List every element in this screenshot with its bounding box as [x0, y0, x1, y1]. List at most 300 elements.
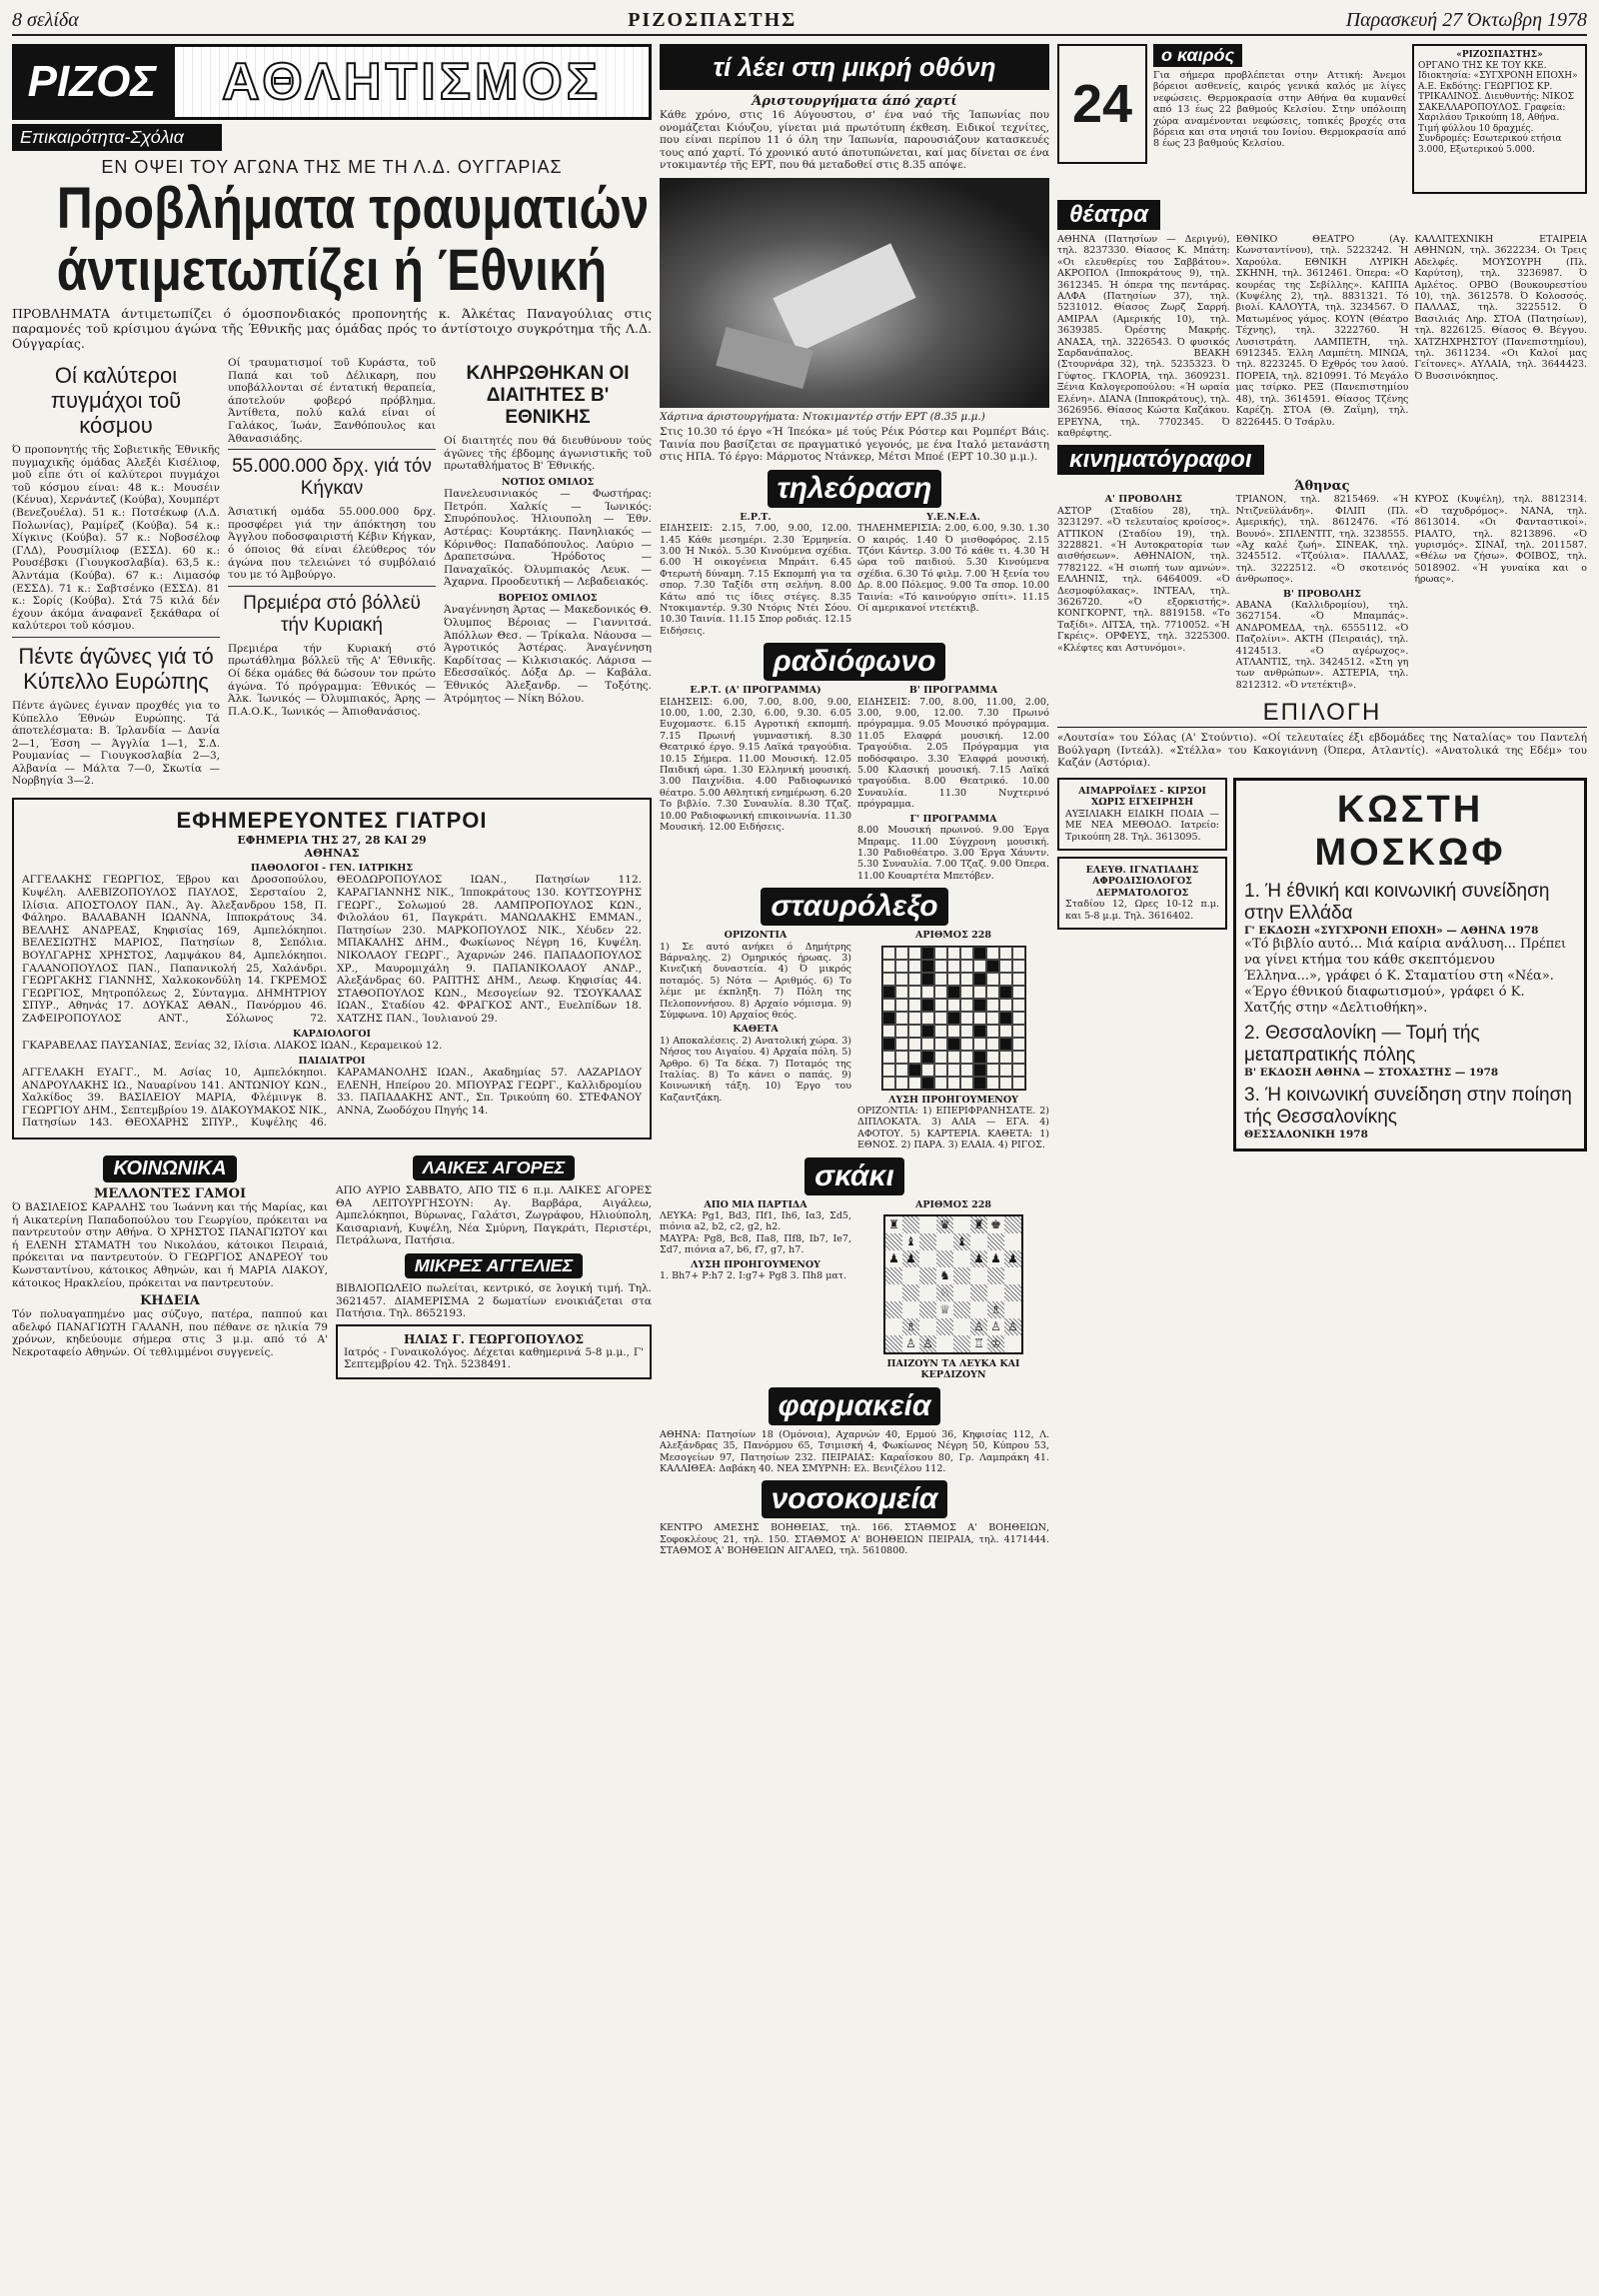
chess-square: [987, 1267, 1004, 1284]
chess-square: [885, 1301, 902, 1318]
lead-paragraph: ΠΡΟΒΛΗΜΑΤΑ άντιμετωπίζει ό όμοσπονδιακός προπονητής κ. Άλκέτας Παναγούλιας στις παραμονές τοῦ κρίσιμου άγώνα τῆς Έθνικῆς μας όμάδας πρός το άντίστοιχο συγκρότημα τῆς Λ.Δ. Ούγγαρίας.: [12, 306, 652, 351]
crossword-cell: [947, 973, 960, 986]
media-column: [660, 44, 1049, 1557]
crossword-cell: [908, 960, 921, 973]
kinonika-heading: ΚΟΙΝΩΝΙΚΑ: [103, 1155, 236, 1182]
radio-a-list: ΕΙΔΗΣΕΙΣ: 6.00, 7.00, 8.00, 9.00, 10.00, 1.00, 2.30, 6.00, 9.30. 6.05 Ευχομαστε. 6.15 Αγροτική εκπομπή. 7.15 Πρωινή γυμναστική. 8.30 Θεατρικό έργο. 9.15 Λαϊκά τραγούδια. 10.15 Σήμερα. 11.00 Μουσική. 12.05 Παιδική ώρα. 1.30 Ελληνική μουσική. 3.00 Παιχνίδια. 4.00 Ραδιοφωνικό θέατρο. 5.00 Αθλητική ενημέρωση. 6.20 Το βιβλίο. 7.30 Συναυλία. 8.30 Τζαζ. 10.00 Ραδιοφωνική επικοινωνία. 11.30 Μουσική. 12.00 Ειδήσεις.: [660, 696, 851, 834]
chess: [660, 1199, 1049, 1381]
rizos-logo: ΡΙΖΟΣ: [12, 44, 172, 120]
imprint-text: ΟΡΓΑΝΟ ΤΗΣ ΚΕ ΤΟΥ ΚΚΕ. Ιδιοκτησία: «ΣΥΓΧΡΟΝΗ ΕΠΟΧΗ» Α.Ε. Εκδότης: ΓΕΩΡΓΙΟΣ ΚΡ. ΤΡΙΚΑΛΙΝΟΣ. Διευθυντής: ΝΙΚΟΣ ΣΑΚΕΛΛΑΡΟΠΟΥΛΟΣ. Γραφεία: Χαριλάου Τρικούπη 18, Αθήνα. Τιμή φύλλου 10 δραχμές. Συνδρομές: Εσωτερικού ετήσια 3.000, Εξωτερικού 5.000.: [1418, 60, 1578, 155]
chess-square: ♛: [936, 1216, 953, 1233]
ad-dermatologist-specialty: ΑΦΡΟΔΙΣΙΟΛΟΓΟΣ ΔΕΡΜΑΤΟΛΟΓΟΣ: [1092, 876, 1192, 899]
yened-heading: Υ.Ε.Ν.Ε.Δ.: [926, 511, 980, 523]
book-1-title: 1. Ή έθνική και κοινωνική συνείδηση στην Ελλάδα: [1244, 881, 1550, 924]
book-1-edition: Γ' ΕΚΔΟΣΗ «ΣΥΓΧΡΟΝΗ ΕΠΟΧΗ» — ΑΘΗΝΑ 1978: [1244, 925, 1539, 937]
doctors-list-2: ΓΚΑΡΑΒΕΛΑΣ ΠΑΥΣΑΝΙΑΣ, Ξενίας 32, Ιλίσια. ΛΙΑΚΟΣ ΙΩΑΝ., Κεραμεικού 12.: [22, 1040, 443, 1052]
crossword-cell: [934, 999, 947, 1012]
headline-line-2: άντιμετωπίζει ή Έθνική: [56, 238, 608, 303]
chess-square: ♟: [888, 1250, 899, 1265]
crossword-cell: [921, 986, 934, 999]
sports-subcol-3: [444, 357, 652, 788]
crossword-cell: [973, 973, 986, 986]
chess-square: ♟: [902, 1250, 919, 1267]
chess-square: ♟: [970, 1250, 987, 1267]
chess-solution: 1. Βh7+ Ρ:h7 2. Ι:g7+ Ρg8 3. Πh8 ματ.: [660, 1270, 847, 1281]
crossword-cell: [947, 1038, 960, 1051]
book-2-edition: Β' ΕΚΔΟΣΗ ΑΘΗΝΑ — ΣΤΟΧΑΣΤΗΣ — 1978: [1244, 1067, 1499, 1079]
crossword-cell: [934, 973, 947, 986]
boxers-text: Ό προπονητής τῆς Σοβιετικῆς Έθνικῆς πυγμαχικῆς όμάδας Άλεξέι Κισέλιοφ, μοῦ εἶπε ότι οί καλύτεροι πυγμάχοι τοῦ κόσμου είναι: 48 κ.: Μουσέιν (Κένυα), Χερνάντεζ (Κούβα), Χουμπέρτ (Βενεζουέλα). 51 κ.: Ποτσέκωφ (Λ.Δ. Πολωνίας), Ραμίρεζ (Κούβα). 54 κ.: Χίγκινς (Κούβα). 57 κ.: Νοβοσέλοφ (ΓΛΔ), Ρουσμίλιοφ (ΕΣΣΔ). 60 κ.: Ρουσέβσκι (Γιουγκοσλαβία). 63,5 κ.: Άλντάμα (Κούβα). 67 κ.: Λιμασόφ (ΕΣΣΔ). 71 κ.: Σαβτσένκο (ΕΣΣΔ). 81 κ.: Σορίς (Κούβα). Στά 75 κιλά δέν έχουν άκόμα άναφανεῖ ξεκάθαρα οί καλύτεροι τοῦ κόσμου.: [12, 444, 220, 633]
chess-square: [936, 1250, 953, 1267]
chess-square: [1004, 1301, 1021, 1318]
chess-square: [953, 1250, 970, 1267]
sports-section-title: ΑΘΛΗΤΙΣΜΟΣ: [172, 44, 652, 120]
crossword-cell: [882, 1051, 895, 1064]
crossword-cell: [999, 986, 1012, 999]
radio-a-heading: Ε.Ρ.Τ. (Α' ΠΡΟΓΡΑΜΜΑ): [690, 685, 821, 697]
crossword-cell: [973, 1077, 986, 1090]
crossword-cell: [947, 1077, 960, 1090]
crossword-cell: [947, 1025, 960, 1038]
crossword-number: ΑΡΙΘΜΟΣ 228: [915, 930, 991, 942]
bottom-ads-area: [12, 1149, 652, 1379]
crossword-cell: [999, 1038, 1012, 1051]
crossword-cell: [895, 1051, 908, 1064]
crossword-cell: [908, 999, 921, 1012]
selection-heading: ΕΠΙΛΟΓΗ: [1057, 699, 1587, 728]
hospitals-text: ΚΕΝΤΡΟ ΑΜΕΣΗΣ ΒΟΗΘΕΙΑΣ, τηλ. 166. ΣΤΑΘΜΟΣ Α' ΒΟΗΘΕΙΩΝ, Σοφοκλέους 21, τηλ. 150. ΣΤΑΘΜΟΣ Α' ΒΟΗΘΕΙΩΝ ΠΕΙΡΑΙΑ, τηλ. 4171444. ΣΤΑΘΜΟΣ Α' ΒΟΗΘΕΙΩΝ ΑΙΓΑΛΕΩ, τηλ. 5610800.: [660, 1522, 1049, 1557]
crossword-cell: [921, 960, 934, 973]
theatres-heading: θέατρα: [1057, 200, 1160, 230]
chess-white: ΛΕΥΚΑ: Ρg1, Βd3, Πf1, Ιh6, Ια3, Σd5, πιόνια a2, b2, c2, g2, h2.: [660, 1209, 851, 1233]
crossword-cell: [908, 1051, 921, 1064]
crossword-cell: [908, 1077, 921, 1090]
radio-b-list: ΕΙΔΗΣΕΙΣ: 7.00, 8.00, 11.00, 2.00, 3.00, 9.00, 12.00. 7.30 Πρωινό πρόγραμμα. 9.05 Μουσικό πρόγραμμα. 11.05 Ελαφρά μουσική. 12.00 Τραγούδια. 2.05 Πρόγραμμα για ποδόσφαιρο. 3.30 Έλαφρά μουσική. 5.00 Κλασική μουσική. 7.15 Λαϊκά τραγούδια. 8.00 Θεατρικό. 10.00 Συναυλία. 11.30 Νυχτερινό πρόγραμμα.: [857, 696, 1049, 811]
crossword-cell: [986, 1077, 999, 1090]
chess-square: ♞: [939, 1267, 950, 1282]
doctors-subtitle: ΕΦΗΜΕΡΙΑ ΤΗΣ 27, 28 ΚΑΙ 29: [237, 834, 427, 848]
crossword-cell: [973, 1051, 986, 1064]
crossword-grid: [881, 946, 1026, 1091]
chess-task: ΠΑΙΖΟΥΝ ΤΑ ΛΕΥΚΑ ΚΑΙ ΚΕΡΔΙΖΟΥΝ: [886, 1357, 1020, 1381]
crossword-cell: [986, 1025, 999, 1038]
chess-square: [902, 1301, 919, 1318]
book-3-edition: ΘΕΣΣΑΛΟΝΙΚΗ 1978: [1244, 1129, 1368, 1141]
crossword: [660, 930, 1049, 1150]
tv-photo-caption: Χάρτινα άριστουργήματα: Ντοκιμαντέρ στήν ΕΡΤ (8.35 μ.μ.): [660, 410, 985, 423]
listings-column: [1057, 44, 1587, 1151]
crossword-cell: [947, 1051, 960, 1064]
chess-black: ΜΑΥΡΑ: Ρg8, Βc8, Πa8, Πf8, Ιb7, Ιe7, Σd7, πιόνια a7, b6, f7, g7, h7.: [660, 1232, 851, 1256]
crossword-cell: [895, 1025, 908, 1038]
chess-square: ♚: [990, 1216, 1001, 1231]
radio-c-heading: Γ' ΠΡΟΓΡΑΜΜΑ: [909, 813, 997, 825]
radio-heading: ραδιόφωνο: [764, 643, 946, 681]
crossword-cell: [1012, 1051, 1025, 1064]
chess-square: [902, 1216, 919, 1233]
headline-line-1: Προβλήματα τραυματιών: [56, 176, 650, 241]
injuries-text: Οί τραυματισμοί τοῦ Κυράστα, τοῦ Παπά και τοῦ Δέλικαρη, που υποβάλλονται σέ έντατική θεραπεία, άποτελούν φοβερό πρόβλημα. Άντίθετα, πολύ καλά είναι οί Γαλάκος, Ίωάν, Ξανθόπουλος και Άθανασιάδης.: [228, 357, 436, 445]
pharmacies-heading: φαρμακεία: [769, 1387, 941, 1425]
chess-square: [885, 1318, 902, 1335]
ad-doctor-1-text: Ιατρός - Γυναικολόγος. Δέχεται καθημερινά 5-8 μ.μ., Γ' Σεπτεμβρίου 42. Τηλ. 5238491.: [344, 1345, 644, 1371]
ad-dermatologist-name: ΕΛΕΥΘ. ΙΓΝΑΤΙΑΔΗΣ: [1085, 865, 1199, 877]
cinema-city: Άθηνας: [1294, 479, 1350, 495]
doctors-list-3: ΑΓΓΕΛΑΚΗ ΕΥΑΓΓ., Μ. Ασίας 10, Αμπελόκηποι. ΑΝΔΡΟΥΛΑΚΗΣ ΙΩ., Ναυαρίνου 141. ΑΝΤΩΝΙΟΥ ΚΩΝ., Χαλκίδος 39. ΒΑΣΙΛΕΙΟΥ ΜΑΡΙΑ, Φλέμινγκ 8. ΓΕΩΡΓΙΟΥ ΔΗΜ., Σεπτεμβρίου 19. ΔΙΑΚΟΥΜΑΚΟΣ ΝΙΚ., Πατησίων 143. ΘΕΟΧΑΡΗΣ ΣΠΥΡ., Κυψέλης 46. ΚΑΡΑΜΑΝΟΛΗΣ ΙΩΑΝ., Ακαδημίας 57. ΛΑΖΑΡΙΔΟΥ ΕΛΕΝΗ, Ηπείρου 20. ΜΠΟΥΡΑΣ ΓΕΩΡΓ., Καλλιδρομίου 33. ΠΑΠΑΔΑΚΗΣ ΑΝΤ., Σπ. Τρικούπη 60. ΣΤΕΦΑΝΟΥ ΑΝΝΑ, Ζωοδόχου Πηγής 14.: [22, 1067, 642, 1130]
chess-square: [1004, 1284, 1021, 1301]
crossword-cell: [908, 947, 921, 960]
ad-varicose: [1057, 778, 1227, 851]
doctors-box: [12, 798, 652, 1140]
chess-square: [936, 1233, 953, 1250]
crossword-cell: [908, 973, 921, 986]
book-1-quote: «Τό βιβλίο αυτό... Μιά καίρια ανάλυση... Πρέπει να γίνει κτήμα του κάθε σκεπτόμενου Έλληνα...», γράφει ό Κ. Σταματίου στη «Νέα». «Έργο έθνικού διαφωτισμού», γράφει ό Κ. Χατζής στην «Δελτιοθήκη».: [1244, 937, 1567, 1016]
crossword-solution-heading: ΛΥΣΗ ΠΡΟΗΓΟΥΜΕΝΟΥ: [888, 1094, 1018, 1106]
crossword-cell: [999, 1012, 1012, 1025]
theatres-col-2: ΕΘΝΙΚΟ ΘΕΑΤΡΟ (Αγ. Κωνσταντίνου), τηλ. 5223242. Ή Χαρούλα. ΕΘΝΙΚΗ ΛΥΡΙΚΗ ΣΚΗΝΗ, τηλ. 3612461. Όπερα: «Ό κουρέας της Σεβίλλης». ΚΑΠΠΑ (Κυψέλης 2), τηλ. 8831321. Τό βιολί. ΚΑΛΟΥΤΑ, τηλ. 3234567. Ό Ματωμένος γάμος. ΚΟΥΝ (Θέατρο Τέχνης), τηλ. 3222760. Ή Λυσιστράτη. ΛΑΜΠΕΤΗ, τηλ. 6912345. Έλλη Λαμπέτη. ΜΙΝΩΑ, τηλ. 8223245. Ό Εχθρός του λαού. ΠΟΡΕΙΑ, τηλ. 8210991. Τό Μεγάλο μας τσίρκο. ΡΕΞ (Πανεπιστημίου 48), τηλ. 3614591. Θίασος Τζένης Καρέζη. ΣΤΟΑ (Θ. Ζαΐμη), τηλ. 8226445. Ό Τσάρλυ.: [1235, 234, 1409, 428]
crossword-cell: [895, 960, 908, 973]
ad-doctor-1-name: ΗΛΙΑΣ Γ. ΓΕΩΡΓΟΠΟΥΛΟΣ: [403, 1331, 585, 1346]
crossword-cell: [882, 960, 895, 973]
sports-subcol-1: [12, 357, 220, 788]
chess-square: ♜: [970, 1216, 987, 1233]
chess-square: [953, 1284, 970, 1301]
crossword-cell: [895, 1064, 908, 1077]
chess-board: [883, 1214, 1023, 1354]
cinema-listings: [1057, 494, 1587, 691]
crossword-cell: [1012, 960, 1025, 973]
crossword-cell: [960, 1064, 973, 1077]
doctors-city: ΑΘΗΝΑΣ: [304, 847, 360, 861]
crossword-cell: [921, 1025, 934, 1038]
crossword-cell: [986, 1038, 999, 1051]
chess-square: [1004, 1335, 1021, 1352]
crossword-cell: [999, 999, 1012, 1012]
crossword-cell: [895, 1012, 908, 1025]
crossword-cell: [960, 1012, 973, 1025]
chess-square: ♟: [1004, 1250, 1021, 1267]
crossword-across-heading: ΟΡΙΖΟΝΤΙΑ: [724, 930, 788, 942]
chess-number: ΑΡΙΘΜΟΣ 228: [915, 1198, 991, 1210]
chess-square: [885, 1233, 902, 1250]
chess-square: [919, 1233, 936, 1250]
crossword-cell: [882, 1025, 895, 1038]
chess-square: ♜: [888, 1216, 899, 1231]
ad-varicose-text: ΑΥΞΙΛΙΑΚΗ ΕΙΔΙΚΗ ΠΟΔΙΑ — ΜΕ ΝΕΑ ΜΕΘΟΔΟ. Ιατρείο: Τρικούπη 28. Τηλ. 3613095.: [1065, 808, 1219, 843]
crossword-cell: [973, 1064, 986, 1077]
cinema-first-run-heading: Α' ΠΡΟΒΟΛΗΣ: [1104, 494, 1183, 506]
chess-square: ♗: [902, 1318, 919, 1335]
crossword-cell: [921, 999, 934, 1012]
crossword-cell: [1012, 999, 1025, 1012]
ad-doctor-1: [336, 1324, 652, 1379]
crossword-cell: [895, 973, 908, 986]
book-3-title: 3. Ή κοινωνική συνείδηση στην ποίηση τής Θεσσαλονίκης: [1244, 1085, 1572, 1128]
crossword-cell: [960, 1025, 973, 1038]
chess-square: ♔: [987, 1335, 1004, 1352]
doctors-cat-1: ΠΑΘΟΛΟΓΟΙ - ΓΕΝ. ΙΑΤΡΙΚΗΣ: [250, 863, 414, 875]
keegan-heading: 55.000.000 δρχ. γιά τόν Κήγκαν: [232, 456, 432, 500]
crossword-cell: [986, 1012, 999, 1025]
chess-square: [970, 1233, 987, 1250]
chess-square: [902, 1267, 919, 1284]
chess-square: ♙: [1004, 1318, 1021, 1335]
kinonika-section: [12, 1149, 328, 1379]
pharmacies-text: ΑΘΗΝΑ: Πατησίων 18 (Ομόνοια), Αχαρνών 40, Ερμού 36, Κηφισίας 112, Λ. Αλεξάνδρας 35, Πανόρμου 65, Τσιμισκή 4, Φωκίωνος Νέγρη 50, Κύπρου 53, Μεσογείων 97, Πατησίων 232. ΠΕΙΡΑΙΑΣ: Καραΐσκου 80, Γρ. Λαμπράκη 41. ΚΑΛΛΙΘΕΑ: Δαβάκη 40. ΝΕΑ ΣΜΥΡΝΗ: Ελ. Βενιζέλου 112.: [660, 1428, 1049, 1474]
crossword-cell: [882, 1038, 895, 1051]
classifieds-section: [336, 1149, 652, 1379]
weather-badge: 24: [1057, 44, 1147, 164]
chess-square: [1004, 1216, 1021, 1233]
crossword-cell: [895, 986, 908, 999]
crossword-cell: [999, 973, 1012, 986]
crossword-cell: [960, 986, 973, 999]
crossword-cell: [999, 1064, 1012, 1077]
crossword-cell: [1012, 1025, 1025, 1038]
crossword-cell: [934, 947, 947, 960]
imprint-box: [1412, 44, 1587, 194]
crossword-cell: [960, 999, 973, 1012]
crossword-cell: [986, 999, 999, 1012]
crossword-cell: [986, 973, 999, 986]
crossword-cell: [882, 986, 895, 999]
cinema-col-4: ΑΒΑΝΑ (Καλλιδρομίου), τηλ. 3627154. «Ό Μπαμπάς». ΑΝΔΡΟΜΕΔΑ, τηλ. 6555112. «Ό Παζολίνι». ΑΚΤΗ (Πειραιάς), τηλ. 4124513. «Ό αγέρωχος». ΑΤΛΑΝΤΙΣ, τηλ. 3424512. «Στη γη των ανθρώπων». ΑΣΤΕΡΙΑ, τηλ. 8212312. «Ό ντετέκτιβ».: [1235, 599, 1409, 691]
volley-text: Πρεμιέρα τήν Κυριακή στό πρωτάθλημα βόλλεϋ τῆς Α' Έθνικῆς. Οί δέκα ομάδες θά δώσουν τον πρώτο άγώνα. Τό πρόγραμμα: Έθνικός — Άλκ. Ίωνικός — Όλυμπιακός, Άρης — Π.Α.Ο.Κ., Ίωνικός — Άπιοθανάσιος.: [228, 642, 436, 718]
crossword-cell: [921, 1038, 934, 1051]
crossword-cell: [1012, 1064, 1025, 1077]
chess-square: [953, 1301, 970, 1318]
crossword-cell: [1012, 1012, 1025, 1025]
sports-column: [12, 44, 652, 1379]
crossword-cell: [973, 1038, 986, 1051]
tv-banner: τί λέει στη μικρή οθόνη: [660, 44, 1049, 90]
crossword-cell: [1012, 1038, 1025, 1051]
crossword-cell: [986, 986, 999, 999]
crossword-cell: [934, 1025, 947, 1038]
crossword-heading: σταυρόλεξο: [761, 888, 947, 926]
chess-square: ♙: [990, 1318, 1001, 1333]
chess-square: [919, 1267, 936, 1284]
chess-square: ♙: [919, 1335, 936, 1352]
north-group-heading: ΒΟΡΕΙΟΣ ΟΜΙΛΟΣ: [498, 592, 598, 604]
crossword-cell: [947, 960, 960, 973]
euro-cup-heading: Πέντε άγῶνες γιά τό Κύπελλο Ευρώπης: [18, 643, 214, 694]
cinema-col-1: ΑΣΤΟΡ (Σταδίου 28), τηλ. 3231297. «Ό τελευταίος κροίσος». ΑΤΤΙΚΟΝ (Σταδίου 19), τηλ. 3228821. «Ή Αυτοκρατορία των αισθήσεων». ΑΘΗΝΑΙΟΝ, τηλ. 7782122. «Ή σιωπή των αμνών». ΕΛΛΗΝΙΣ, τηλ. 6464009. «Ό Δεσμοφύλακας». ΙΝΤΕΑΛ, τηλ. 3626720. «Ό εξορκιστής». ΚΟΝΓΚΟΡΝΤ, τηλ. 8819158. «Το Ταξίδι». ΛΙΤΣΑ, τηλ. 7710052. «Ή Γκρέις». ΟΡΦΕΥΣ, τηλ. 3225300. «Κλέφτες και Αστυνόμοι».: [1057, 505, 1230, 654]
crossword-cell: [908, 1038, 921, 1051]
tv-schedule-heading: τηλεόραση: [768, 470, 942, 508]
crossword-cell: [921, 1064, 934, 1077]
crossword-cell: [934, 1038, 947, 1051]
page-number: 8 σελίδα: [12, 8, 79, 31]
crossword-cell: [960, 960, 973, 973]
chess-square: [953, 1335, 970, 1352]
crossword-cell: [921, 1051, 934, 1064]
crossword-cell: [947, 999, 960, 1012]
ert-heading: Ε.Ρ.Τ.: [740, 511, 772, 523]
chess-square: [919, 1301, 936, 1318]
chess-square: [919, 1216, 936, 1233]
crossword-cell: [895, 1077, 908, 1090]
euro-cup-text: Πέντε άγῶνες έγιναν προχθές για το Κύπελλο Έθνών Ευρώπης. Τά άποτελέσματα: Β. Ίρλανδία — Δανία 2—1, Έσση — Άγγλία 1—1, Σ.Δ. Ρουμανίας — Γιουγκοσλαβία 2—3, Αλβανία — Μάλτα 7—0, Σκωτία — Νορβηγία 3—2.: [12, 699, 220, 788]
chess-square: ♝: [905, 1233, 916, 1248]
weather-title: ο καιρός: [1153, 44, 1242, 67]
chess-square: [885, 1267, 902, 1284]
crossword-cell: [947, 1012, 960, 1025]
theatres-col-3: ΚΑΛΛΙΤΕΧΝΙΚΗ ΕΤΑΙΡΕΙΑ ΑΘΗΝΩΝ, τηλ. 3622234. Οι Τρεις Αδελφές. ΜΟΥΣΟΥΡΗ (Πλ. Καρύτση), τηλ. 3236987. Ό Αμλέτος. ΟΡΒΟ (Βουκουρεστίου 10), τηλ. 3612578. Ό Κολοσσός. ΠΑΛΛΑΣ, τηλ. 3225512. Ό Βασιλιάς Ληρ. ΣΤΟΑ (Πατησίων), τηλ. 8226125. Θίασος Θ. Βέγγου. ΧΑΤΖΗΧΡΗΣΤΟΥ (Πανεπιστημίου), τηλ. 3611234. «Οι Καλοί μας Γείτονες». ΑΥΛΑΙΑ, τηλ. 3644423. Ό Βυσσινόκηπος.: [1414, 234, 1587, 382]
masthead: ΡΙΖΟΣΠΑΣΤΗΣ: [628, 8, 798, 31]
crossword-cell: [934, 1051, 947, 1064]
tv-quote-heading: Άριστουργήματα άπό χαρτί: [752, 94, 957, 109]
yened-list: ΤΗΛΕΗΜΕΡΙΣΙΑ: 2.00, 6.00, 9.30. 1.30 Ο καιρός. 1.40 Ό μισθοφόρος. 2.15 Τζόνι Κάντερ. 3.00 Τό κάθε τι. 4.30 Ή ώρα τοῦ παιδιού. 5.30 Κινούμενα σχέδια. 6.30 Τό φιλμ. 7.00 Ή ξενία του Δρ. 8.00 Πόλεμος. 9.00 Τα σπορ. 10.00 Ταινία: «Τό καινούργιο σπίτι». 11.15 Οί αμερικανοί ντετέκτιβ.: [857, 523, 1049, 614]
crossword-cell: [947, 1064, 960, 1077]
crossword-cell: [882, 1012, 895, 1025]
theatres-col-1: ΑΘΗΝΑ (Πατησίων — Δεριγνύ), τηλ. 8237330. Θίασος Κ. Μπάτη: «Οι ελευθερίες του Σαββάτου». ΑΚΡΟΠΟΛ (Ιπποκράτους 9), τηλ. 3612345. Ή όπερα της πεντάρας. ΑΛΦΑ (Πατησίων 37), τηλ. 5231012. Θίασος Ζωρζ Σαρρή. ΑΜΙΡΑΛ (Αμερικής 10), τηλ. 3639385. Όρέστης Μακρής. ΑΝΑΣΑ, τηλ. 3226543. Ό φυσικός Σαρδανάπαλος. ΒΕΑΚΗ (Στουρνάρα 32), τηλ. 5235323. Ό Γύφτος. ΓΚΛΟΡΙΑ, τηλ. 3609231. Ξένια Καλογεροπούλου: «Ή ωραία Ελένη». ΔΙΑΝΑ (Ιπποκράτους), τηλ. 3626956. Θίασος Κώστα Καζάκου. ΕΡΕΥΝΑ, τηλ. 7702345. Ό καθρέφτης.: [1057, 234, 1230, 439]
tv-schedule: [660, 512, 1049, 637]
theatres-listings: [1057, 234, 1587, 439]
crossword-cell: [934, 1064, 947, 1077]
weddings-text: Ό ΒΑΣΙΛΕΙΟΣ ΚΑΡΑΛΗΣ του Ίωάννη και τής Μαρίας, και ή Αικατερίνη Παπαδοπούλου του Γεωργίου, πρόκειται να παντρευτούν στην Αθήνα. Ό ΧΡΗΣΤΟΣ ΠΑΝΑΓΙΩΤΟΥ και ή ΕΛΕΝΗ ΣΤΑΜΑΤΗ του Νικολάου, κάτοικοι Πειραιά, πρόκειται να παντρευτούν. Ό ΓΕΩΡΓΙΟΣ ΑΝΔΡΕΟΥ του Κωνσταντίνου, κάτοικος Αθηνών, και ή ΜΑΡΙΑ ΛΙΑΚΟΥ, κάτοικος Ηρακλείου, πρόκειται να παντρευτούν.: [12, 1200, 328, 1289]
crossword-cell: [895, 947, 908, 960]
crossword-cell: [986, 947, 999, 960]
chess-square: [1004, 1233, 1021, 1250]
tv-intro: Κάθε χρόνο, στις 16 Αύγουστου, σ' ένα ναό τῆς Ίαπωνίας που ονομάζεται Κιόυζου, γίνεται μιά πρωτότυπη έκθεση. Ειδικοί τεχνίτες, που είναι περίπου 11 ό όλη την Ίαπωνία, παρουσιάζουν κατασκευές τους από χαρτί. Τό χρονικό αυτό άποτυπώνεται, καί μας δίνεται σε ένα ντοκιμαντέρ τῆς ΕΡΤ, που θά μεταδοθεί στις 8.35 απόψε.: [660, 109, 1049, 172]
crossword-cell: [960, 1051, 973, 1064]
sports-tag: Επικαιρότητα-Σχόλια: [12, 124, 222, 151]
funeral-text: Τόν πολυαγαπημένο μας σύζυγο, πατέρα, παππού και αδελφό ΠΑΝΑΓΙΩΤΗ ΓΑΛΑΝΗ, που πέθανε σε ηλικία 79 χρόνων, κηδεύουμε σήμερα στις 3 μ.μ. από τό Α' Νεκροταφείο Αθηνών. Οί τεθλιμμένοι συγγενείς.: [12, 1308, 328, 1358]
crossword-cell: [1012, 947, 1025, 960]
cinema-heading: κινηματόγραφοι: [1057, 445, 1264, 475]
issue-date: Παρασκευή 27 Όκτωβρη 1978: [1345, 8, 1587, 31]
crossword-cell: [960, 947, 973, 960]
chess-square: [936, 1335, 953, 1352]
crossword-cell: [960, 1077, 973, 1090]
crossword-cell: [973, 960, 986, 973]
crossword-cell: [934, 1012, 947, 1025]
ad-dermatologist-text: Σταδίου 12, Ωρες 10-12 π.μ. και 5-8 μ.μ. Τηλ. 3616402.: [1065, 899, 1219, 922]
chess-square: [970, 1284, 987, 1301]
crossword-cell: [986, 1051, 999, 1064]
crossword-cell: [960, 1038, 973, 1051]
chess-subtitle: ΑΠΟ ΜΙΑ ΠΑΡΤΙΔΑ: [704, 1198, 807, 1210]
crossword-down: 1) Αποκαλέσεις. 2) Ανατολική χώρα. 3) Νήσος του Αιγαίου. 4) Αρχαία πόλη. 5) Άρθρο. 6) Τα δέκα. 7) Ποταμός της Ιταλίας. 8) Το κάνει ο παπάς. 9) Κοινωνική τάξη. 10) Έργο του Καζαντζάκη.: [660, 1035, 851, 1104]
crossword-cell: [908, 1012, 921, 1025]
crossword-cell: [947, 947, 960, 960]
book-2-title: 2. Θεσσαλονίκη — Τομή τής μεταπρατικής πόλης: [1244, 1023, 1480, 1066]
ad-dermatologist: [1057, 857, 1227, 930]
crossword-cell: [1012, 1077, 1025, 1090]
doctors-list-1: ΑΓΓΕΛΑΚΗΣ ΓΕΩΡΓΙΟΣ, Έβρου και Δροσοπούλου, Κυψέλη. ΑΛΕΒΙΖΟΠΟΥΛΟΣ ΠΑΥΛΟΣ, Σερσταίου 2, Ιλίσια. ΑΠΟΣΤΟΛΟΥ ΠΑΝ., Άγ. Άλεξανδρου 158, Π. Φάληρο. ΒΑΛΑΒΑΝΗ ΙΩΑΝΝΑ, Ιπποκράτους 34. ΒΕΛΛΗΣ ΑΝΔΡΕΑΣ, Κηφισίας 169, Αμπελόκηποι. ΒΕΛΕΣΙΩΤΗΣ ΜΑΡΙΟΣ, Πατησίων 8, Σεπόλια. ΒΟΥΛΓΑΡΗΣ ΧΡΗΣΤΟΣ, Λαμψάκου 84, Αμπελόκηποι. ΓΑΛΑΝΟΠΟΥΛΟΣ ΠΑΝ., Παπανικολή 25, Χαλάνδρι. ΓΕΩΡΓΑΚΗΣ ΓΙΑΝΝΗΣ, Χαλκοκονδύλη 14. ΓΚΡΕΜΟΣ ΓΕΩΡΓΙΟΣ, Μητροπόλεως 2, Σύνταγμα. ΔΗΜΗΤΡΙΟΥ ΣΠΥΡ., Αθηνάς 17. ΔΟΥΚΑΣ ΑΘΑΝ., Πανόρμου 46. ΖΑΦΕΙΡΟΠΟΥΛΟΣ ΑΝΤ., Σόλωνος 72. ΘΕΟΔΩΡΟΠΟΥΛΟΣ ΙΩΑΝ., Πατησίων 112. ΚΑΡΑΓΙΑΝΝΗΣ ΝΙΚ., Ίπποκράτους 130. ΚΟΥΤΣΟΥΡΗΣ ΓΕΩΡΓ., Σολωμού 28. ΛΑΜΠΡΟΠΟΥΛΟΣ ΚΩΝ., Φιλολάου 61, Παγκράτι. ΜΑΝΩΛΑΚΗΣ ΕΜΜΑΝ., Πατησίων 230. ΜΑΡΚΟΠΟΥΛΟΣ ΝΙΚ., Χέυδεν 22. ΜΠΑΚΑΛΗΣ ΔΗΜ., Φωκίωνος Νέγρη 16, Κυψέλη. ΝΙΚΟΛΑΟΥ ΓΕΩΡΓ., Άχαρνών 246. ΠΑΠΑΔΟΠΟΥΛΟΣ ΧΡ., Μαυρομιχάλη 9. ΠΑΠΑΝΙΚΟΛΑΟΥ ΑΝΔΡ., Αλεξάνδρας 60. ΡΑΠΤΗΣ ΔΗΜ., Λεωφ. Κηφισίας 44. ΣΤΑΘΟΠΟΥΛΟΣ ΚΩΝ., Μεσογείων 92. ΤΣΟΥΚΑΛΑΣ ΙΩΑΝ., Σταδίου 42. ΦΡΑΓΚΟΣ ΑΝΤ., Ευελπίδων 18. ΧΑΤΖΗΣ ΠΑΝ., Ίουλιανού 29.: [22, 874, 642, 1025]
volley-heading: Πρεμιέρα στό βόλλεϋ τήν Κυριακή: [243, 592, 421, 636]
chess-square: ♟: [990, 1250, 1001, 1265]
crossword-cell: [1012, 986, 1025, 999]
sports-logo: [12, 44, 652, 120]
chess-square: ♝: [953, 1233, 970, 1250]
chess-square: [919, 1250, 936, 1267]
bottom-right-area: [1057, 778, 1587, 1151]
chess-square: [953, 1267, 970, 1284]
crossword-cell: [999, 1025, 1012, 1038]
weddings-heading: ΜΕΛΛΟΝΤΕΣ ΓΑΜΟΙ: [93, 1185, 247, 1201]
markets-text: ΑΠΟ ΑΥΡΙΟ ΣΑΒΒΑΤΟ, ΑΠΟ ΤΙΣ 6 π.μ. ΛΑΙΚΕΣ ΑΓΟΡΕΣ ΘΑ ΛΕΙΤΟΥΡΓΗΣΟΥΝ: Αγ. Βαρβάρα, Αιγάλεω, Αμπελόκηποι, Βύρωνας, Γαλάτσι, Ζωγράφου, Ηλιούπολη, Καισαριανή, Κυψέλη, Νέα Σμύρνη, Παγκράτι, Περιστέρι, Πετράλωνα, Πατήσια.: [336, 1183, 652, 1247]
crossword-cell: [921, 947, 934, 960]
imprint-title: «ΡΙΖΟΣΠΑΣΤΗΣ»: [1456, 50, 1543, 60]
classifieds-text: ΒΙΒΛΙΟΠΩΛΕΙΟ πωλείται, κεντρικό, σε λογική τιμή. Τηλ. 3621457. ΔΙΑΜΕΡΙΣΜΑ 2 δωματίων ενοικιάζεται στα Πατήσια. Τηλ. 8652193.: [336, 1281, 652, 1320]
crossword-cell: [908, 1064, 921, 1077]
north-group-text: Άναγέννηση Άρτας — Μακεδονικός Θ. Όλυμπος Βέροιας — Γιαννιτσά. Άπόλλων Θεσ. — Τρίκαλα. Νάουσα — Άγροτικός Άστέρας. Άναγέννηση Καρδίτσας — Κιλκισιακός. Λάρισα — Εδεσσαϊκός. Δόξα Δρ. — Καβάλα. Έθνικός Άλεξανδρ. — Τοξότης. Άτρόμητος — Νίκη Βόλου.: [444, 604, 652, 705]
radio-b-heading: Β' ΠΡΟΓΡΑΜΜΑ: [908, 685, 998, 697]
chess-square: [885, 1284, 902, 1301]
markets-heading: ΛΑΙΚΕΣ ΑΓΟΡΕΣ: [413, 1155, 576, 1180]
hospitals-heading: νοσοκομεία: [762, 1480, 948, 1518]
chess-square: ♖: [973, 1335, 984, 1350]
crossword-cell: [882, 973, 895, 986]
radio-c-list: 8.00 Μουσική πρωινού. 9.00 Έργα Μπραμς. 11.00 Σύγχρονη μουσική. 1.30 Ραδιοθέατρο. 3.00 Έργα Χάυντν. 5.30 Συναυλία. 7.00 Τζαζ. 9.00 Όπερα. 11.00 Κουαρτέτα Μπετόβεν.: [857, 825, 1049, 882]
chess-square: ♙: [970, 1318, 987, 1335]
crossword-cell: [934, 986, 947, 999]
south-group-heading: ΝΟΤΙΟΣ ΟΜΙΛΟΣ: [501, 476, 595, 488]
weather-area: [1057, 44, 1587, 194]
chess-square: [987, 1233, 1004, 1250]
crossword-cell: [986, 960, 999, 973]
crossword-cell: [1012, 973, 1025, 986]
crossword-cell: [908, 986, 921, 999]
chess-solution-heading: ΛΥΣΗ ΠΡΟΗΓΟΥΜΕΝΟΥ: [691, 1258, 820, 1270]
referees-intro: Οί διαιτητές που θά διευθύνουν τούς άγῶνες τῆς έβδομης άγωνιστικῆς τοῦ πρωταθλήματος Β' Έθνικής.: [444, 435, 652, 473]
chess-square: [902, 1284, 919, 1301]
crossword-cell: [921, 973, 934, 986]
sports-subcolumns: [12, 357, 652, 788]
crossword-cell: [882, 1064, 895, 1077]
crossword-cell: [908, 1025, 921, 1038]
radio-schedule: [660, 685, 1049, 882]
crossword-cell: [882, 999, 895, 1012]
crossword-cell: [999, 960, 1012, 973]
kicker: ΕΝ ΟΨΕΙ ΤΟΥ ΑΓΩΝΑ ΤΗΣ ΜΕ ΤΗ Λ.Δ. ΟΥΓΓΑΡΙΑΣ: [101, 157, 563, 177]
crossword-cell: [895, 1038, 908, 1051]
page-header: [12, 6, 1587, 36]
crossword-cell: [999, 947, 1012, 960]
book-ad-moskof: [1233, 778, 1587, 1151]
crossword-cell: [973, 1025, 986, 1038]
chess-square: [970, 1267, 987, 1284]
crossword-cell: [947, 986, 960, 999]
cinema-second-run-heading: Β' ΠΡΟΒΟΛΗΣ: [1283, 588, 1362, 600]
chess-heading: σκάκι: [804, 1157, 904, 1195]
chess-square: [1004, 1267, 1021, 1284]
doctors-title: ΕΦΗΜΕΡΕΥΟΝΤΕΣ ΓΙΑΤΡΟΙ: [176, 808, 488, 834]
chess-square: ♗: [987, 1301, 1004, 1318]
boxers-heading: Οί καλύτεροι πυγμάχοι τοῦ κόσμου: [50, 363, 182, 438]
crossword-cell: [921, 1077, 934, 1090]
referees-heading: ΚΛΗΡΩΘΗΚΑΝ ΟΙ ΔΙΑΙΤΗΤΕΣ Β' ΕΘΝΙΚΗΣ: [466, 363, 630, 428]
weather-text: Για σήμερα προβλέπεται στην Αττική: Άνεμοι βόρειοι ασθενείς, καιρός γενικά καλός με λίγες νεφώσεις. Θερμοκρασία στην Αθήνα θα κυμανθεί από 13 έως 22 βαθμούς Κελσίου. Στην υπόλοιπη χώρα αναμένονται νεφώσεις, τοπικές βροχές στα βόρεια και στα νησιά του Ιονίου. Θερμοκρασία από 8 έως 23 βαθμούς Κελσίου.: [1153, 70, 1406, 150]
crossword-cell: [999, 1051, 1012, 1064]
crossword-cell: [921, 1012, 934, 1025]
keegan-text: Άσιατική ομάδα 55.000.000 δρχ. προσφέρει γιά την άπόκτηση του Άγγλου ποδοσφαιριστή Κέβιν Κήγκαν, ό όποιος θά είναι έλεύθερος τόν άγώνα που τελειώνει τό συμβόλαιό του με τό Άμβούργο.: [228, 506, 436, 582]
crossword-cell: [973, 1012, 986, 1025]
crossword-across: 1) Σε αυτό ανήκει ό Δημήτρης Βάρναλης. 2) Ομηρικός ήρωας. 3) Κινεζική δυναστεία. 4) Ό μικρός ποταμός. 5) Νότα — Αριθμός. 6) Το λέμε με έκπληξη. 7) Πόλη της Πελοποννήσου. 8) Αρχαίο νόμισμα. 9) Σύμφωνα. 10) Αρχαίος θεός.: [660, 941, 851, 1021]
doctors-cat-2: ΚΑΡΔΙΟΛΟΓΟΙ: [293, 1028, 371, 1040]
chess-square: [970, 1301, 987, 1318]
crossword-cell: [934, 960, 947, 973]
book-ad-author: ΚΩΣΤΗ ΜΟΣΚΩΦ: [1314, 789, 1506, 874]
south-group-text: Πανελευσινιακός — Φωστήρας: Πετρόπ. Χαλκίς — Ίωνικός: Σπυρόπουλος. Ήλιουπολη — Έθν. Αστέρας: Κουρτάκης. Πανηλιακός — Κόρινθος: Παπαδόπουλος. Λαύριο — Δραπετσώνα. Ήρόδοτος — Παναχαϊκός. Όλυμπιακός Λευκ. — Άχαρνα. Προοδευτική — Λεβαδειακός.: [444, 488, 652, 589]
classifieds-heading: ΜΙΚΡΕΣ ΑΓΓΕΛΙΕΣ: [405, 1253, 584, 1278]
chess-square: [936, 1318, 953, 1335]
sports-subcol-2: [228, 357, 436, 788]
crossword-down-heading: ΚΑΘΕΤΑ: [733, 1024, 779, 1036]
cinema-col-2: ΤΡΙΑΝΟΝ, τηλ. 8215469. «Ή Ντιζνεϋλάνδη». ΦΙΛΙΠ (Πλ. Αμερικής), τηλ. 8612476. «Τό Βουνό». ΣΠΛΕΝΤΙΤ, τηλ. 3238555. «Άχ καλέ ζωή». ΣΙΝΕΑΚ, τηλ. 3245512. «Τζούλια». ΠΑΛΛΑΣ, τηλ. 3222512. «Ό σκοτεινός άνθρωπος».: [1235, 494, 1409, 586]
